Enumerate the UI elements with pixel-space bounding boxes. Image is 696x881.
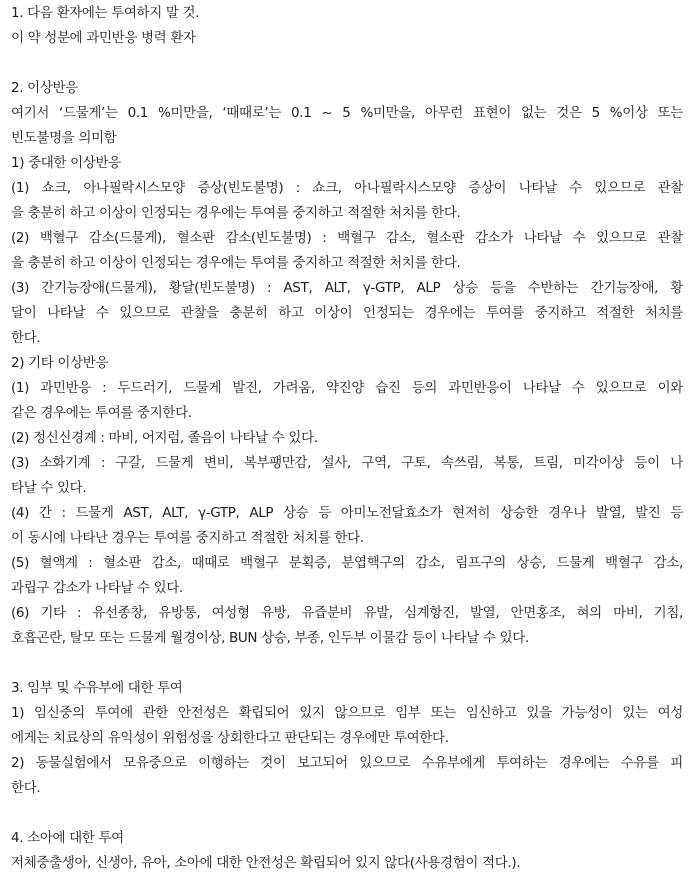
text-line: (6) 기타 : 유선종창, 유방통, 여성형 유방, 유즙분비 유발, 심계항진, 발열, 안면홍조, 혀의 마비, 기침, bbox=[11, 605, 683, 621]
text-line: 달이 나타날 수 있으므로 관찰을 충분히 하고 이상이 인정되는 경우에는 투여를 중지하고 적절한 처치를 bbox=[11, 305, 683, 321]
text-line: 을 충분히 하고 이상이 인정되는 경우에는 투여를 중지하고 적절한 처치를 한다. bbox=[11, 205, 461, 221]
spacer bbox=[11, 801, 683, 826]
text-line: (1) 과민반응 : 두드러기, 드물게 발진, 가려움, 약진양 습진 등의 과민반응이 나타날 수 있으므로 이와 bbox=[11, 380, 683, 396]
spacer bbox=[11, 51, 683, 76]
text-line: 1) 임신중의 투여에 관한 안전성은 확립되어 있지 않으므로 임부 또는 임신하고 있을 가능성이 있는 여성 bbox=[11, 705, 683, 721]
text-line: (4) 간 : 드물게 AST, ALT, γ-GTP, ALP 상승 등 아미노전달효소가 현저히 상승한 경우나 발열, 발진 등 bbox=[11, 505, 683, 521]
text-line: 과립구 감소가 나타날 수 있다. bbox=[11, 580, 183, 596]
text-line: 저체중출생아, 신생아, 유아, 소아에 대한 안전성은 확립되어 있지 않다(사용경험이 적다.). bbox=[11, 855, 521, 871]
text-line: 호흡곤란, 탈모 또는 드물게 월경이상, BUN 상승, 부종, 인두부 이물감 등이 나타날 수 있다. bbox=[11, 630, 529, 646]
section-heading: 4. 소아에 대한 투여 bbox=[11, 830, 124, 846]
spacer bbox=[11, 651, 683, 676]
text-line: 빈도불명을 의미함 bbox=[11, 130, 117, 146]
section-pediatric bbox=[11, 826, 683, 876]
text-line: 같은 경우에는 투여를 중지한다. bbox=[11, 405, 192, 421]
text-line: 타날 수 있다. bbox=[11, 480, 87, 496]
text-line: 에게는 치료상의 유익성이 위험성을 상회한다고 판단되는 경우에만 투여한다. bbox=[11, 730, 449, 746]
text-line: 이 약 성분에 과민반응 병력 환자 bbox=[11, 30, 196, 46]
section-heading: 3. 임부 및 수유부에 대한 투여 bbox=[11, 680, 183, 696]
text-line: (1) 쇼크, 아나필락시스모양 증상(빈도불명) : 쇼크, 아나필락시스모양 증상이 나타날 수 있으므로 관찰 bbox=[11, 180, 683, 196]
text-line: (2) 백혈구 감소(드물게), 혈소판 감소(빈도불명) : 백혈구 감소, 혈소판 감소가 나타날 수 있으므로 관찰 bbox=[11, 230, 683, 246]
text-line: (3) 간기능장애(드물게), 황달(빈도불명) : AST, ALT, γ-GTP, ALP 상승 등을 수반하는 간기능장애, 황 bbox=[11, 280, 683, 296]
section-adverse-reactions bbox=[11, 76, 683, 651]
drug-label-document bbox=[11, 1, 683, 876]
section-pregnancy-lactation bbox=[11, 676, 683, 801]
text-line: 2) 동물실험에서 모유중으로 이행하는 것이 보고되어 있으므로 수유부에게 투여하는 경우에는 수유를 피 bbox=[11, 755, 683, 771]
text-line: 이 동시에 나타난 경우는 투여를 중지하고 적절한 처치를 한다. bbox=[11, 530, 364, 546]
section-heading: 1. 다음 환자에는 투여하지 말 것. bbox=[11, 5, 200, 21]
text-line: 한다. bbox=[11, 780, 41, 796]
text-line: 여기서 ‘드물게’는 0.1 %미만을, ‘때때로’는 0.1 ~ 5 %미만을, 아무런 표현이 없는 것은 5 %이상 또는 bbox=[11, 105, 683, 121]
text-line: (3) 소화기계 : 구갈, 드물게 변비, 복부팽만감, 설사, 구역, 구토, 속쓰림, 복통, 트림, 미각이상 등이 나 bbox=[11, 455, 683, 471]
text-line: 을 충분히 하고 이상이 인정되는 경우에는 투여를 중지하고 적절한 처치를 한다. bbox=[11, 255, 461, 271]
subsection-heading: 2) 기타 이상반응 bbox=[11, 355, 109, 371]
section-heading: 2. 이상반응 bbox=[11, 80, 78, 96]
text-line: (2) 정신신경계 : 마비, 어지럼, 졸음이 나타날 수 있다. bbox=[11, 430, 318, 446]
subsection-heading: 1) 중대한 이상반응 bbox=[11, 155, 121, 171]
text-line: (5) 혈액계 : 혈소판 감소, 때때로 백혈구 분획증, 분엽핵구의 감소, 림프구의 상승, 드물게 백혈구 감소, bbox=[11, 555, 683, 571]
text-line: 한다. bbox=[11, 330, 41, 346]
section-contraindications bbox=[11, 1, 683, 51]
